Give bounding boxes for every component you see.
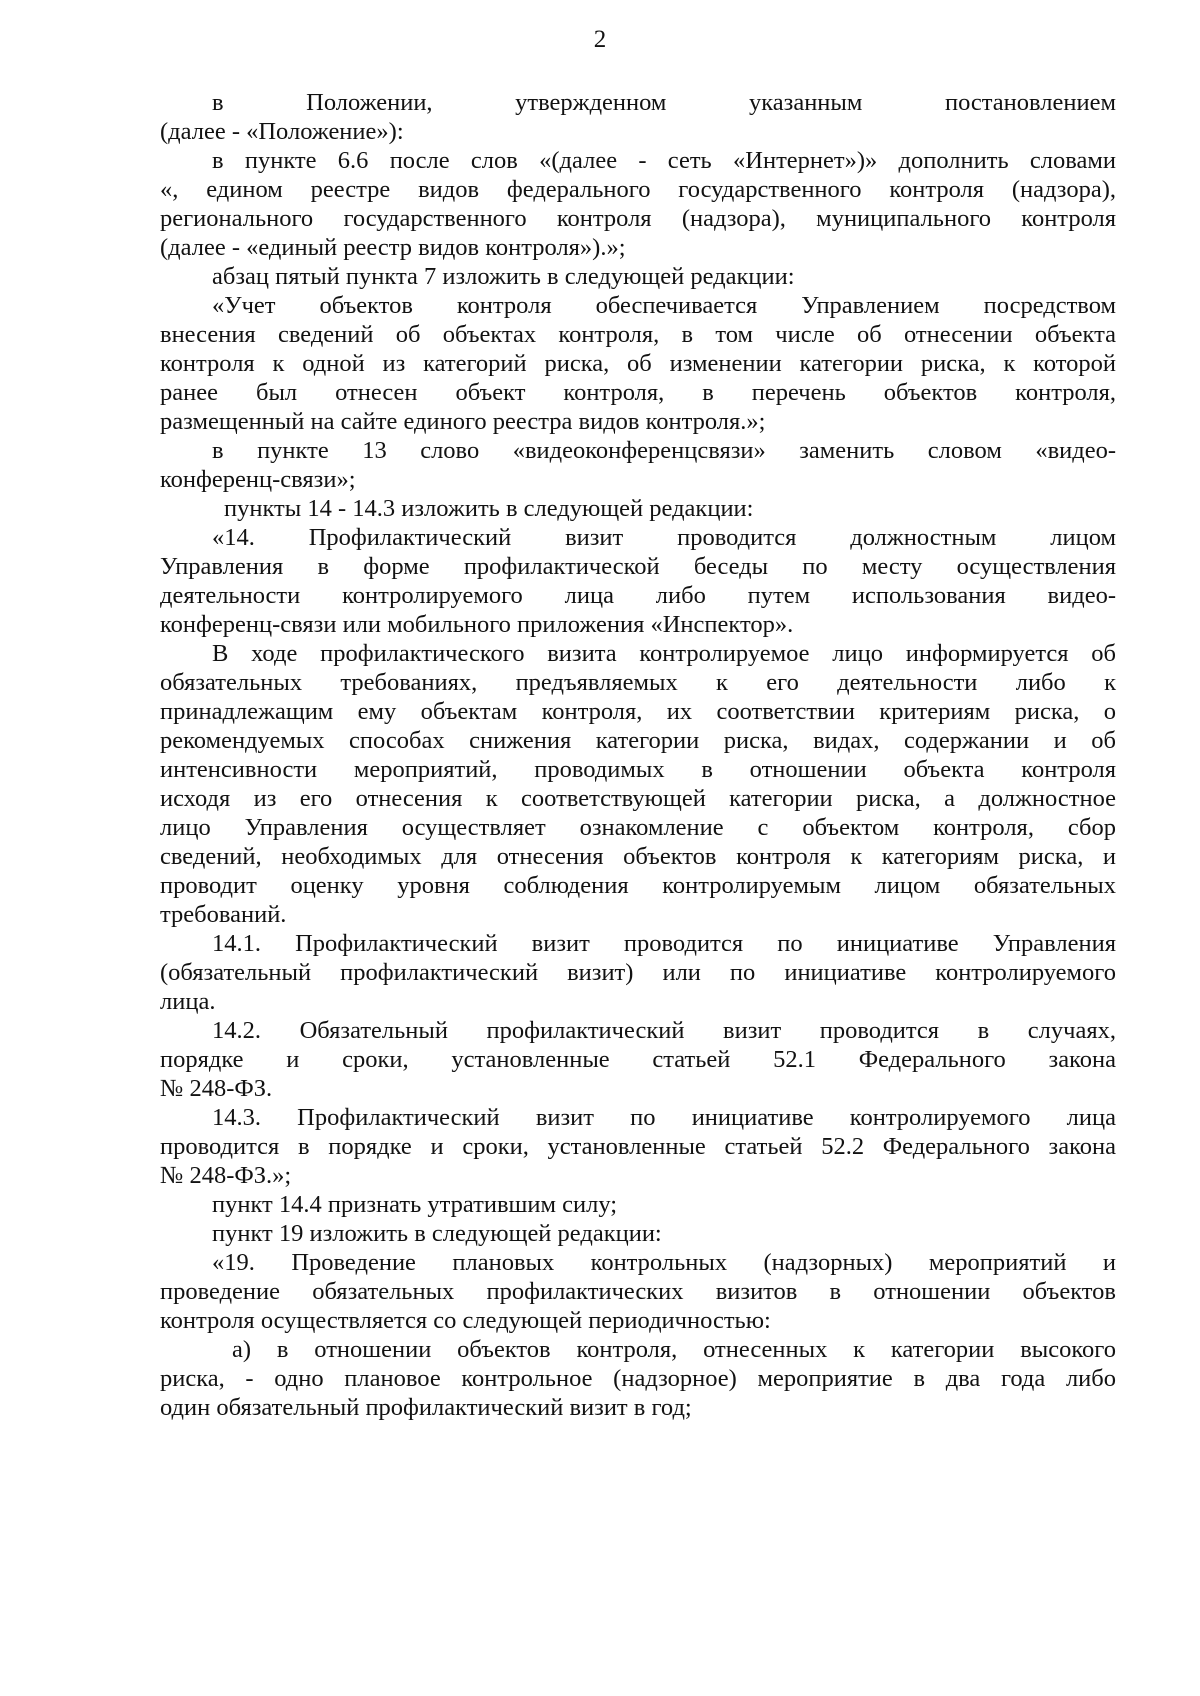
text-line: «14. Профилактический визит проводится должностным лицом bbox=[212, 524, 1116, 551]
document-body bbox=[160, 88, 1116, 1422]
text-line: регионального государственного контроля (надзора), муниципального контроля bbox=[160, 205, 1116, 232]
text-line: принадлежащим ему объектам контроля, их соответствии критериям риска, о bbox=[160, 698, 1116, 725]
text-line: в пункте 13 слово «видеоконференцсвязи» заменить словом «видео- bbox=[212, 437, 1116, 464]
text-line: конференц-связи»; bbox=[160, 466, 356, 493]
text-line: в пункте 6.6 после слов «(далее - сеть «Интернет»)» дополнить словами bbox=[212, 147, 1116, 174]
text-line: пункт 14.4 признать утратившим силу; bbox=[212, 1191, 618, 1218]
text-line: проводится в порядке и сроки, установленные статьей 52.2 Федерального закона bbox=[160, 1133, 1116, 1160]
text-line: 14.1. Профилактический визит проводится по инициативе Управления bbox=[212, 930, 1116, 957]
text-line: конференц-связи или мобильного приложения «Инспектор». bbox=[160, 611, 794, 638]
text-line: обязательных требованиях, предъявляемых к его деятельности либо к bbox=[160, 669, 1116, 696]
text-line: проводит оценку уровня соблюдения контролируемым лицом обязательных bbox=[160, 872, 1116, 899]
text-line: риска, - одно плановое контрольное (надзорное) мероприятие в два года либо bbox=[160, 1365, 1116, 1392]
text-line: «Учет объектов контроля обеспечивается Управлением посредством bbox=[212, 292, 1116, 319]
text-line: сведений, необходимых для отнесения объектов контроля к категориям риска, и bbox=[160, 843, 1116, 870]
text-line: внесения сведений об объектах контроля, в том числе об отнесении объекта bbox=[160, 321, 1116, 348]
text-line: В ходе профилактического визита контролируемое лицо информируется об bbox=[212, 640, 1116, 667]
text-line: контроля к одной из категорий риска, об изменении категории риска, к которой bbox=[160, 350, 1116, 377]
text-line: размещенный на сайте единого реестра видов контроля.»; bbox=[160, 408, 766, 435]
text-line: лица. bbox=[160, 988, 216, 1015]
text-line: 14.3. Профилактический визит по инициативе контролируемого лица bbox=[212, 1104, 1116, 1131]
text-line: а) в отношении объектов контроля, отнесенных к категории высокого bbox=[232, 1336, 1116, 1363]
text-line: интенсивности мероприятий, проводимых в отношении объекта контроля bbox=[160, 756, 1116, 783]
text-line: контроля осуществляется со следующей периодичностью: bbox=[160, 1307, 771, 1334]
text-line: «, едином реестре видов федерального государственного контроля (надзора), bbox=[160, 176, 1116, 203]
text-line: (далее - «единый реестр видов контроля»).»; bbox=[160, 234, 626, 261]
text-line: абзац пятый пункта 7 изложить в следующей редакции: bbox=[212, 263, 795, 290]
text-line: ранее был отнесен объект контроля, в перечень объектов контроля, bbox=[160, 379, 1116, 406]
text-line: пункты 14 - 14.3 изложить в следующей редакции: bbox=[224, 495, 754, 522]
text-line: проведение обязательных профилактических визитов в отношении объектов bbox=[160, 1278, 1116, 1305]
text-line: № 248-ФЗ.»; bbox=[160, 1162, 292, 1189]
text-line: деятельности контролируемого лица либо путем использования видео- bbox=[160, 582, 1116, 609]
text-line: Управления в форме профилактической беседы по месту осуществления bbox=[160, 553, 1116, 580]
text-line: (далее - «Положение»): bbox=[160, 118, 404, 145]
text-line: требований. bbox=[160, 901, 287, 928]
text-line: исходя из его отнесения к соответствующей категории риска, а должностное bbox=[160, 785, 1116, 812]
text-line: (обязательный профилактический визит) или по инициативе контролируемого bbox=[160, 959, 1116, 986]
text-line: рекомендуемых способах снижения категории риска, видах, содержании и об bbox=[160, 727, 1116, 754]
text-line: порядке и сроки, установленные статьей 52.1 Федерального закона bbox=[160, 1046, 1116, 1073]
text-line: пункт 19 изложить в следующей редакции: bbox=[212, 1220, 662, 1247]
text-line: один обязательный профилактический визит в год; bbox=[160, 1394, 692, 1421]
text-line: № 248-ФЗ. bbox=[160, 1075, 273, 1102]
text-line: 14.2. Обязательный профилактический визит проводится в случаях, bbox=[212, 1017, 1116, 1044]
text-line: «19. Проведение плановых контрольных (надзорных) мероприятий и bbox=[212, 1249, 1116, 1276]
text-line: лицо Управления осуществляет ознакомление с объектом контроля, сбор bbox=[160, 814, 1116, 841]
page-number: 2 bbox=[593, 26, 607, 53]
text-line: в Положении, утвержденном указанным постановлением bbox=[212, 89, 1116, 116]
